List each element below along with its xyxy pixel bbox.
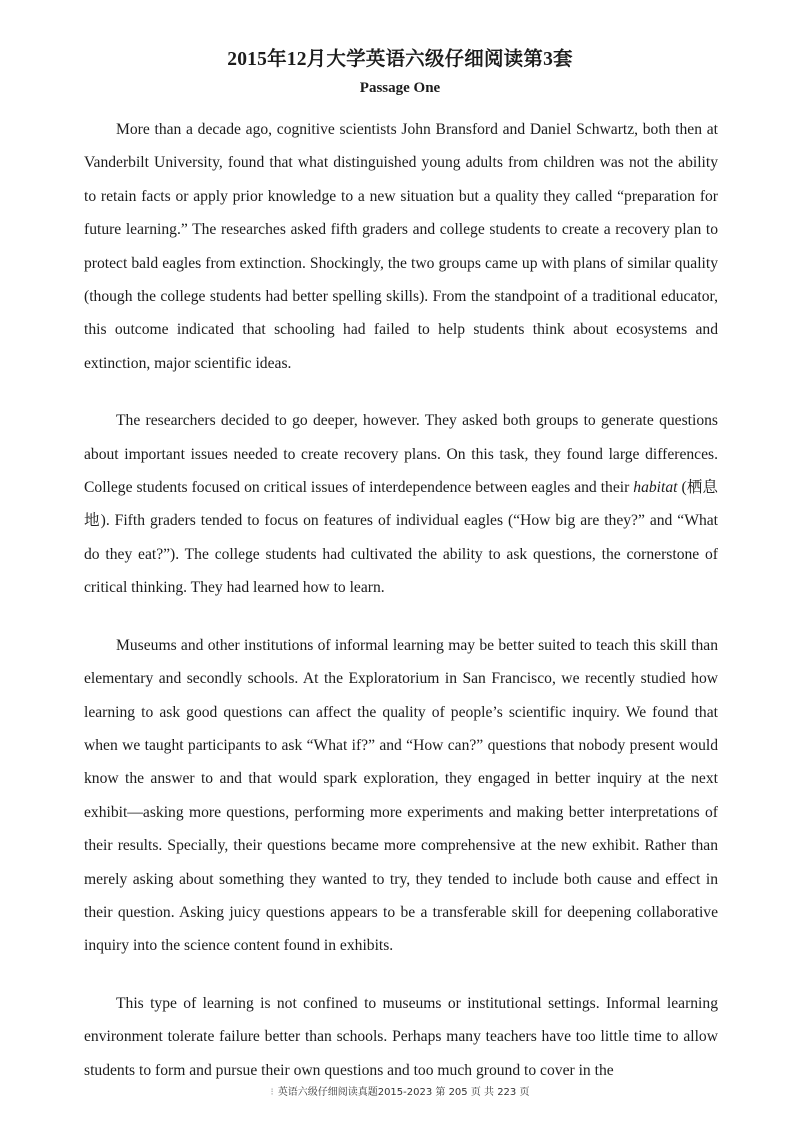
- footer-mark: ⁝: [270, 1087, 274, 1098]
- paragraph-3: Museums and other institutions of informal learning may be better suited to teach this skill than elementary and secondly schools. At the Exploratorium in San Francisco, we recently studied how learning to ask good questions can affect the quality of people’s scientific inquiry. We found that when we taught participants to ask “What if?” and “How can?” questions that nobody present would know the answer to and that would spark exploration, they engaged in better inquiry at the next exhibit—asking more questions, performing more experiments and making better interpretations of their results. Specially, their questions became more comprehensive at the new exhibit. Rather than merely asking about something they wanted to try, they tended to include both cause and effect in their question. Asking juicy questions appears to be a transferable skill for deepening collaborative inquiry into the science content found in exhibits.: [84, 636, 718, 955]
- italic-term-habitat: habitat: [633, 479, 678, 497]
- page-footer: [0, 1083, 800, 1098]
- paragraph-2: [84, 404, 718, 604]
- page-title: 2015年12月大学英语六级仔细阅读第3套: [227, 49, 573, 70]
- footer-page-info: 英语六级仔细阅读真题2015-2023 第 205 页 共 223 页: [277, 1087, 530, 1098]
- passage-heading: Passage One: [359, 80, 441, 96]
- passage-body: [84, 113, 718, 1111]
- paragraph-4: This type of learning is not confined to museums or institutional settings. Informal learning environment tolerate failure better than schools. Perhaps many teachers have too little time to allow students to form and pursue their own questions and too much ground to cover in the: [84, 994, 718, 1079]
- paragraph-2-text-before: The researchers decided to go deeper, however. They asked both groups to generate questions about important issues needed to create recovery plans. On this task, they found large differences. College students focused on critical issues of interdependence between eagles and their: [84, 412, 718, 497]
- paragraph-1: More than a decade ago, cognitive scientists John Bransford and Daniel Schwartz, both then at Vanderbilt University, found that what distinguished young adults from children was not the ability to retain facts or apply prior knowledge to a new situation but a quality they called “preparation for future learning.” The researches asked fifth graders and college students to create a recovery plan to protect bald eagles from extinction. Shockingly, the two groups came up with plans of similar quality (though the college students had better spelling skills). From the standpoint of a traditional educator, this outcome indicated that schooling had failed to help students think about ecosystems and extinction, major scientific ideas.: [84, 121, 718, 372]
- paragraph-2-text-after: (栖息地). Fifth graders tended to focus on features of individual eagles (“How big are they?” and “What do they eat?”). The college students had cultivated the ability to ask questions, the cornerstone of critical thinking. They had learned how to learn.: [84, 479, 719, 597]
